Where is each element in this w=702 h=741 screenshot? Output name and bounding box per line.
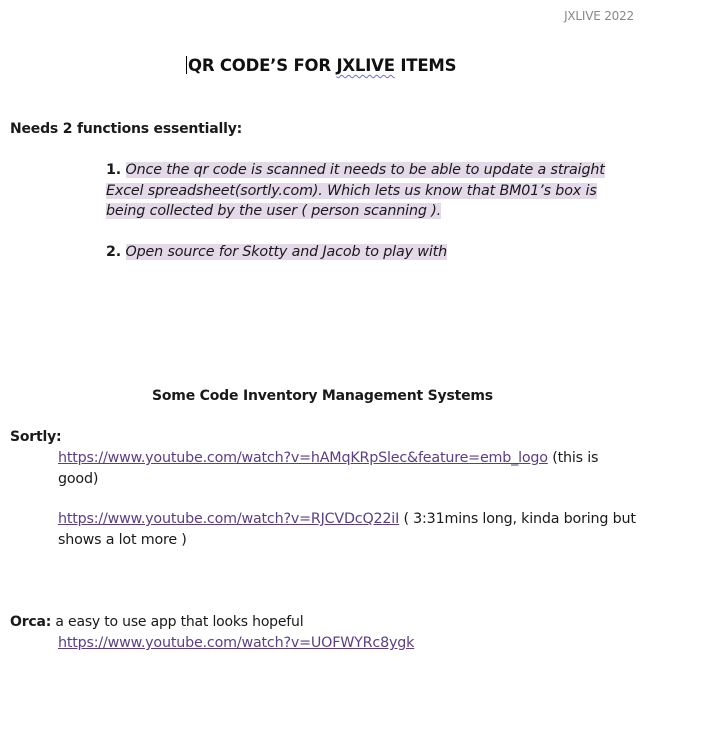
title-part-after: ITEMS: [394, 56, 457, 75]
sortly-entry-1: [58, 448, 638, 489]
orca-description: a easy to use app that looks hopeful: [51, 614, 304, 630]
orca-link-line: [58, 633, 414, 654]
function-item-1: [106, 160, 634, 222]
document-header-text: JXLIVE 2022: [564, 9, 634, 23]
function-text: Open source for Skotty and Jacob to play with: [125, 244, 448, 260]
sortly-note-2: ( 3:31mins long, kinda boring but shows a lot more ): [58, 511, 636, 548]
orca-video-link[interactable]: https://www.youtube.com/watch?v=UOFWYRc8ygk: [58, 635, 415, 651]
function-item-2: [106, 242, 634, 263]
sortly-entry-2: [58, 509, 638, 550]
list-number: 2.: [106, 244, 122, 260]
title-part-before: R CODE’S FOR: [201, 56, 337, 75]
sortly-label: Sortly:: [10, 429, 62, 445]
orca-label: Orca:: [10, 614, 52, 630]
sortly-video-link-2[interactable]: https://www.youtube.com/watch?v=RJCVDcQ22iI: [58, 511, 400, 527]
systems-heading: Some Code Inventory Management Systems: [152, 388, 493, 404]
list-number: 1.: [106, 162, 122, 178]
function-text: Once the qr code is scanned it needs to be able to update a straight Excel spreadsheet(sortly.com). Which lets us know that BM01’s box is being collected by the user ( person scanning ).: [106, 162, 605, 219]
document-title: [186, 56, 456, 75]
text-cursor: [186, 56, 187, 74]
title-spellcheck-word[interactable]: JXLIVE: [336, 56, 395, 75]
orca-entry: [10, 614, 303, 630]
title-first-letter: Q: [188, 56, 202, 75]
functions-heading: Needs 2 functions essentially:: [10, 121, 243, 137]
sortly-note-1: (this is good): [58, 450, 599, 487]
sortly-video-link-1[interactable]: https://www.youtube.com/watch?v=hAMqKRpSlec&feature=emb_logo: [58, 450, 548, 466]
